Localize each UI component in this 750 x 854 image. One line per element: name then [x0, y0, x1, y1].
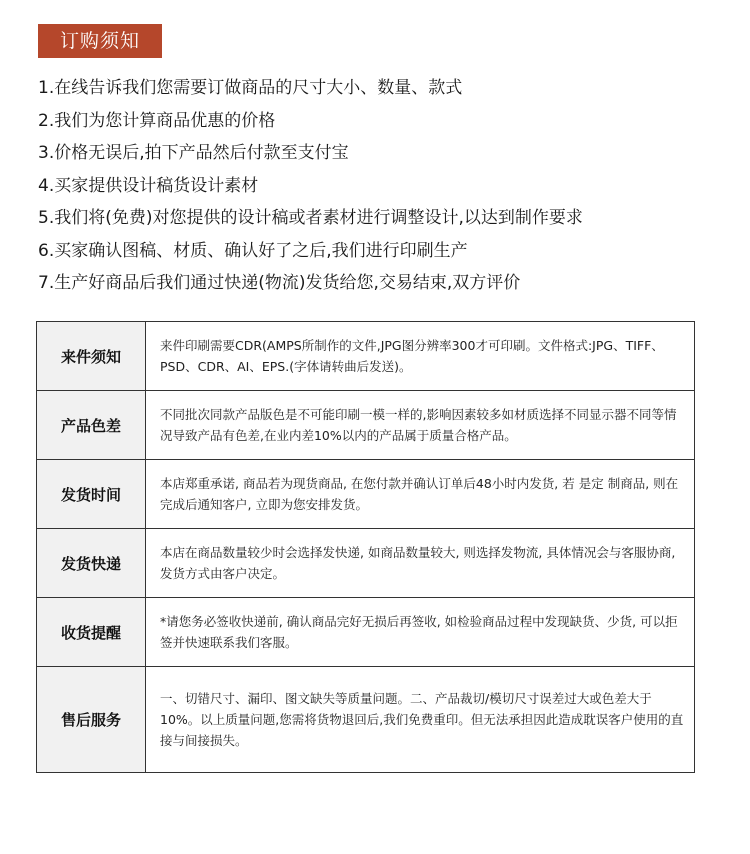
table-row [37, 322, 695, 391]
table-row [37, 667, 695, 773]
table-row [37, 391, 695, 460]
table-row [37, 529, 695, 598]
order-step: 5.我们将(免费)对您提供的设计稿或者素材进行调整设计,以达到制作要求 [38, 208, 583, 228]
order-step: 1.在线告诉我们您需要订做商品的尺寸大小、数量、款式 [38, 78, 463, 98]
row-label: 产品色差 [37, 391, 146, 460]
row-content: 本店郑重承诺, 商品若为现货商品, 在您付款并确认订单后48小时内发货, 若 是定 制商品, 则在完成后通知客户, 立即为您安排发货。 [146, 460, 695, 529]
row-content: *请您务必签收快递前, 确认商品完好无损后再签收, 如检验商品过程中发现缺货、少货, 可以拒签并快速联系我们客服。 [146, 598, 695, 667]
row-content: 本店在商品数量较少时会选择发快递, 如商品数量较大, 则选择发物流, 具体情况会与客服协商, 发货方式由客户决定。 [146, 529, 695, 598]
order-notice-title: 订购须知 [38, 24, 162, 58]
policy-table [36, 321, 695, 773]
row-label: 售后服务 [37, 667, 146, 773]
table-row [37, 460, 695, 529]
row-label: 发货时间 [37, 460, 146, 529]
order-steps-list [38, 74, 583, 302]
row-label: 来件须知 [37, 322, 146, 391]
row-label: 收货提醒 [37, 598, 146, 667]
order-step: 4.买家提供设计稿货设计素材 [38, 175, 259, 196]
row-label: 发货快递 [37, 529, 146, 598]
order-step: 6.买家确认图稿、材质、确认好了之后,我们进行印刷生产 [38, 240, 468, 261]
order-step: 2.我们为您计算商品优惠的价格 [38, 110, 276, 131]
row-content: 一、切错尺寸、漏印、图文缺失等质量问题。二、产品裁切/模切尺寸误差过大或色差大于10%。以上质量问题,您需将货物退回后,我们免费重印。但无法承担因此造成耽误客户使用的直接与间接损失。 [146, 667, 695, 773]
order-step: 3.价格无误后,拍下产品然后付款至支付宝 [38, 143, 349, 163]
row-content: 来件印刷需要CDR(AMPS所制作的文件,JPG图分辨率300才可印刷。文件格式:JPG、TIFF、PSD、CDR、AI、EPS.(字体请转曲后发送)。 [146, 322, 695, 391]
row-content: 不同批次同款产品版色是不可能印刷一模一样的,影响因素较多如材质选择不同显示器不同等情况导致产品有色差,在业内差10%以内的产品属于质量合格产品。 [146, 391, 695, 460]
table-row [37, 598, 695, 667]
order-step: 7.生产好商品后我们通过快递(物流)发货给您,交易结束,双方评价 [38, 273, 521, 293]
